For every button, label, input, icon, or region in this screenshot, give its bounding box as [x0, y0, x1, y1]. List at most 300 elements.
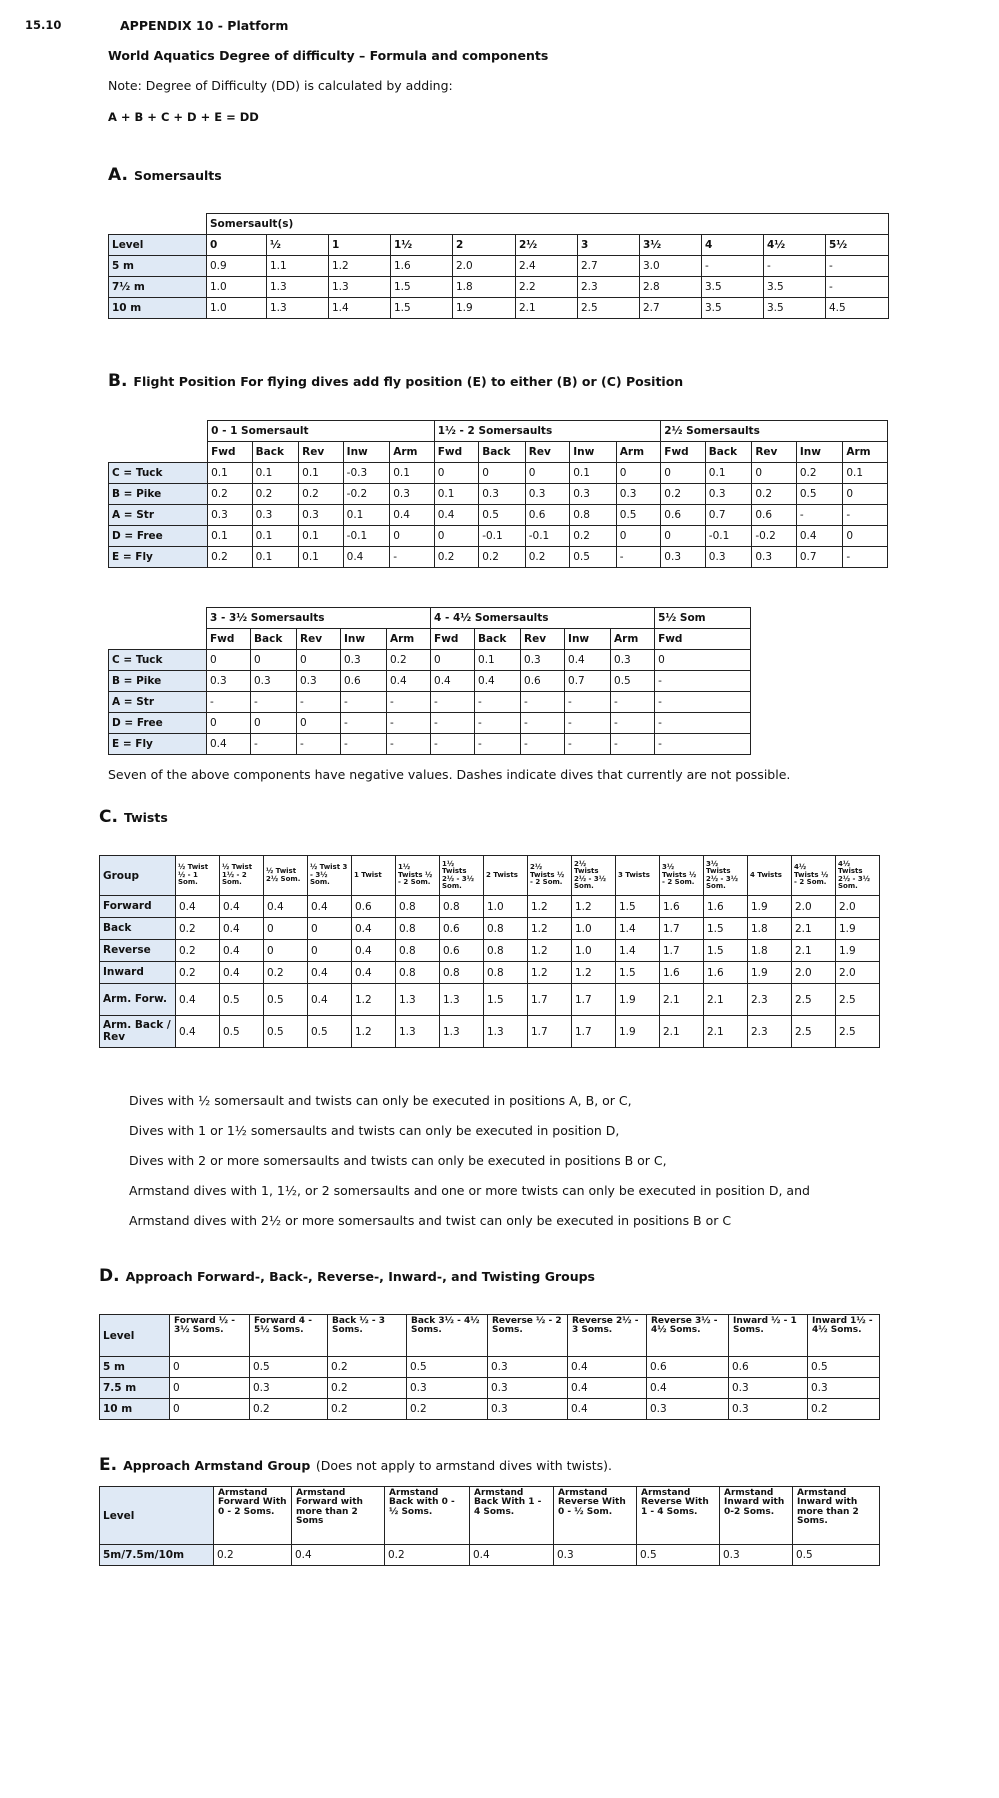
value-cell: 0.8 — [570, 505, 617, 526]
value-cell: - — [251, 734, 297, 755]
column-header: 5½ — [826, 235, 889, 256]
twist-rule: Dives with ½ somersault and twists can only be executed in positions A, B, or C, — [129, 1093, 632, 1108]
value-cell: 0.4 — [220, 962, 264, 984]
value-cell: 0 — [752, 463, 797, 484]
value-cell: - — [387, 692, 431, 713]
value-cell: 0.2 — [434, 547, 479, 568]
value-cell: 1.2 — [572, 896, 616, 918]
row-label: Arm. Back / Rev — [100, 1016, 176, 1048]
value-cell: 0 — [264, 940, 308, 962]
table-row — [109, 484, 888, 505]
value-cell: - — [297, 692, 341, 713]
value-cell: 0.6 — [440, 918, 484, 940]
group-header: 2½ Somersaults — [661, 421, 888, 442]
value-cell: 0.2 — [208, 547, 253, 568]
row-label: Reverse — [100, 940, 176, 962]
value-cell: 0.4 — [352, 918, 396, 940]
value-cell: 0.5 — [616, 505, 661, 526]
value-cell: 1.3 — [267, 298, 329, 319]
value-cell: 0.4 — [796, 526, 843, 547]
section-number: 15.10 — [25, 18, 62, 32]
value-cell: 0.6 — [521, 671, 565, 692]
section-b-footnote: Seven of the above components have negative values. Dashes indicate dives that currently are not possible. — [108, 767, 791, 782]
value-cell: 0.3 — [252, 505, 299, 526]
value-cell: 0.5 — [220, 1016, 264, 1048]
value-cell: 1.8 — [748, 918, 792, 940]
value-cell: 0.2 — [176, 918, 220, 940]
value-cell: 4.5 — [826, 298, 889, 319]
value-cell: 0.4 — [647, 1378, 729, 1399]
value-cell: 1.9 — [748, 896, 792, 918]
value-cell: 0.3 — [488, 1399, 568, 1420]
section-a-title: Somersaults — [133, 168, 222, 183]
value-cell: 2.0 — [792, 896, 836, 918]
value-cell: 0.1 — [299, 547, 344, 568]
value-cell: 0.4 — [220, 896, 264, 918]
empty-corner — [109, 629, 207, 650]
value-cell: 1.2 — [528, 918, 572, 940]
value-cell: 0 — [525, 463, 570, 484]
value-cell: 0.2 — [752, 484, 797, 505]
value-cell: 0.4 — [568, 1378, 647, 1399]
value-cell: - — [341, 734, 387, 755]
value-cell: 1.2 — [352, 1016, 396, 1048]
twist-rule: Armstand dives with 1, 1½, or 2 somersaults and one or more twists can only be executed in position D, and — [129, 1183, 810, 1198]
value-cell: 0.4 — [264, 896, 308, 918]
column-header: 3½ Twists ½ - 2 Som. — [660, 856, 704, 896]
column-header: Fwd — [208, 442, 253, 463]
section-d-letter: D. — [99, 1266, 120, 1286]
value-cell: - — [611, 734, 655, 755]
value-cell: 0.1 — [252, 526, 299, 547]
table-row — [100, 962, 880, 984]
twist-rule: Dives with 1 or 1½ somersaults and twists can only be executed in position D, — [129, 1123, 620, 1138]
row-label: E = Fly — [109, 734, 207, 755]
value-cell: - — [251, 692, 297, 713]
value-cell: 0.5 — [264, 984, 308, 1016]
value-cell: 0.2 — [479, 547, 526, 568]
value-cell: 1.7 — [572, 1016, 616, 1048]
value-cell: 0.3 — [297, 671, 341, 692]
value-cell: 1.9 — [748, 962, 792, 984]
value-cell: 0.5 — [250, 1357, 328, 1378]
value-cell: -0.1 — [525, 526, 570, 547]
value-cell: 0.2 — [176, 962, 220, 984]
value-cell: 0.3 — [705, 484, 752, 505]
column-header: 0 — [207, 235, 267, 256]
value-cell: 0 — [434, 463, 479, 484]
column-header: Back — [475, 629, 521, 650]
value-cell: 0.5 — [611, 671, 655, 692]
value-cell: 0.2 — [661, 484, 706, 505]
column-header: Armstand Forward with more than 2 Soms — [292, 1487, 385, 1545]
column-header: Reverse ½ - 2 Soms. — [488, 1315, 568, 1357]
value-cell: 0 — [297, 650, 341, 671]
value-cell: 0 — [843, 484, 888, 505]
table-row — [109, 671, 751, 692]
section-a-letter: A. — [108, 165, 128, 185]
value-cell: 2.5 — [792, 984, 836, 1016]
value-cell: 0.6 — [661, 505, 706, 526]
value-cell: 1.7 — [660, 918, 704, 940]
column-header: 4½ Twists 2½ - 3½ Som. — [836, 856, 880, 896]
value-cell: - — [521, 692, 565, 713]
table-row — [100, 1357, 880, 1378]
table-header-row — [109, 629, 751, 650]
value-cell: 3.5 — [764, 277, 826, 298]
value-cell: 0 — [661, 463, 706, 484]
value-cell: 0 — [170, 1357, 250, 1378]
value-cell: - — [611, 692, 655, 713]
column-header: Forward 4 - 5½ Soms. — [250, 1315, 328, 1357]
column-header: 2 — [453, 235, 516, 256]
value-cell: 1.8 — [453, 277, 516, 298]
value-cell: - — [655, 713, 751, 734]
value-cell: 0.5 — [796, 484, 843, 505]
value-cell: 0 — [170, 1378, 250, 1399]
value-cell: 0.4 — [292, 1545, 385, 1566]
section-d-title: Approach Forward-, Back-, Reverse-, Inward-, and Twisting Groups — [125, 1269, 595, 1284]
value-cell: 2.3 — [748, 1016, 792, 1048]
value-cell: 0 — [264, 918, 308, 940]
column-header: ½ — [267, 235, 329, 256]
row-label: 5 m — [109, 256, 207, 277]
section-b-heading — [108, 371, 683, 391]
twists-table — [99, 855, 880, 1048]
value-cell: 0.3 — [729, 1378, 808, 1399]
column-header: 1½ Twists ½ - 2 Som. — [396, 856, 440, 896]
value-cell: 1.2 — [528, 962, 572, 984]
table-row — [109, 256, 889, 277]
value-cell: 0.4 — [308, 962, 352, 984]
value-cell: 0.6 — [341, 671, 387, 692]
section-e-heading — [99, 1455, 612, 1475]
value-cell: 2.1 — [660, 1016, 704, 1048]
row-label: D = Free — [109, 526, 208, 547]
table-row — [109, 734, 751, 755]
value-cell: - — [565, 713, 611, 734]
value-cell: 1.4 — [616, 918, 660, 940]
value-cell: 1.2 — [329, 256, 391, 277]
value-cell: 0.5 — [808, 1357, 880, 1378]
value-cell: - — [297, 734, 341, 755]
column-header: Armstand Inward with 0-2 Soms. — [720, 1487, 793, 1545]
value-cell: 0.2 — [250, 1399, 328, 1420]
value-cell: - — [655, 692, 751, 713]
value-cell: - — [565, 692, 611, 713]
value-cell: 0.3 — [705, 547, 752, 568]
column-header: Fwd — [207, 629, 251, 650]
value-cell: 0 — [616, 526, 661, 547]
value-cell: - — [431, 692, 475, 713]
value-cell: -0.3 — [343, 463, 390, 484]
value-cell: 1.5 — [484, 984, 528, 1016]
value-cell: 3.5 — [702, 298, 764, 319]
column-header: Armstand Reverse With 0 - ½ Som. — [554, 1487, 637, 1545]
table-row — [100, 896, 880, 918]
value-cell: 0 — [308, 918, 352, 940]
value-cell: 1.5 — [391, 277, 453, 298]
value-cell: 0.4 — [308, 896, 352, 918]
group-header: 1½ - 2 Somersaults — [434, 421, 661, 442]
value-cell: - — [207, 692, 251, 713]
value-cell: 1.3 — [440, 984, 484, 1016]
table-row — [109, 547, 888, 568]
column-header: Back — [479, 442, 526, 463]
value-cell: 2.0 — [836, 962, 880, 984]
value-cell: 0.2 — [328, 1357, 407, 1378]
value-cell: 0.1 — [434, 484, 479, 505]
value-cell: 0.2 — [214, 1545, 292, 1566]
row-label: 5m/7.5m/10m — [100, 1545, 214, 1566]
column-header: ½ Twist 2½ Som. — [264, 856, 308, 896]
value-cell: 0 — [207, 650, 251, 671]
value-cell: - — [826, 256, 889, 277]
column-header: Fwd — [431, 629, 475, 650]
value-cell: 0.4 — [565, 650, 611, 671]
value-cell: 2.3 — [748, 984, 792, 1016]
value-cell: 0.8 — [396, 896, 440, 918]
value-cell: 1.3 — [484, 1016, 528, 1048]
row-label: A = Str — [109, 692, 207, 713]
value-cell: 0.3 — [570, 484, 617, 505]
value-cell: 1.6 — [660, 962, 704, 984]
value-cell: - — [826, 277, 889, 298]
row-label: C = Tuck — [109, 463, 208, 484]
value-cell: 0.4 — [568, 1357, 647, 1378]
value-cell: - — [764, 256, 826, 277]
value-cell: 0.5 — [308, 1016, 352, 1048]
section-d-heading — [99, 1266, 595, 1286]
column-header: Back — [705, 442, 752, 463]
section-c-heading — [99, 807, 168, 827]
value-cell: - — [796, 505, 843, 526]
value-cell: 2.1 — [516, 298, 578, 319]
value-cell: 0.1 — [843, 463, 888, 484]
value-cell: - — [616, 547, 661, 568]
value-cell: 0.3 — [808, 1378, 880, 1399]
value-cell: - — [341, 713, 387, 734]
value-cell: 0.6 — [440, 940, 484, 962]
row-label: B = Pike — [109, 671, 207, 692]
value-cell: 1.2 — [528, 940, 572, 962]
value-cell: 0.2 — [252, 484, 299, 505]
group-header: 4 - 4½ Somersaults — [431, 608, 655, 629]
column-header: 1½ Twists 2½ - 3½ Som. — [440, 856, 484, 896]
table-row — [100, 984, 880, 1016]
column-header: 4 Twists — [748, 856, 792, 896]
row-label: E = Fly — [109, 547, 208, 568]
value-cell: 1.8 — [748, 940, 792, 962]
value-cell: 0.9 — [207, 256, 267, 277]
value-cell: 2.3 — [578, 277, 640, 298]
value-cell: 0.3 — [488, 1357, 568, 1378]
column-header: Armstand Forward With 0 - 2 Soms. — [214, 1487, 292, 1545]
value-cell: 0.2 — [299, 484, 344, 505]
value-cell: 0.3 — [299, 505, 344, 526]
column-header: 1 — [329, 235, 391, 256]
value-cell: 0.3 — [479, 484, 526, 505]
column-header: Back — [251, 629, 297, 650]
somersaults-table — [108, 213, 889, 319]
table-row — [109, 526, 888, 547]
column-header: 4 — [702, 235, 764, 256]
value-cell: 0.8 — [396, 918, 440, 940]
column-header: 1½ — [391, 235, 453, 256]
value-cell: 0.1 — [299, 463, 344, 484]
value-cell: 1.2 — [528, 896, 572, 918]
value-cell: - — [341, 692, 387, 713]
value-cell: 0.3 — [616, 484, 661, 505]
group-header: 3 - 3½ Somersaults — [207, 608, 431, 629]
value-cell: 1.5 — [704, 918, 748, 940]
value-cell: 0.4 — [352, 962, 396, 984]
column-header: Inward 1½ - 4½ Soms. — [808, 1315, 880, 1357]
value-cell: 0.1 — [705, 463, 752, 484]
value-cell: 0.3 — [752, 547, 797, 568]
section-b-letter: B. — [108, 371, 128, 391]
row-label: Inward — [100, 962, 176, 984]
row-label: 10 m — [100, 1399, 170, 1420]
value-cell: 0 — [170, 1399, 250, 1420]
column-header: ½ Twist 1½ - 2 Som. — [220, 856, 264, 896]
value-cell: 0.5 — [479, 505, 526, 526]
value-cell: 2.7 — [640, 298, 702, 319]
column-header: 4½ — [764, 235, 826, 256]
value-cell: - — [521, 734, 565, 755]
column-header: Armstand Back with 0 - ½ Soms. — [385, 1487, 470, 1545]
value-cell: 1.6 — [391, 256, 453, 277]
row-label: Arm. Forw. — [100, 984, 176, 1016]
value-cell: 0.1 — [343, 505, 390, 526]
table-header-row — [100, 856, 880, 896]
table-row — [100, 1399, 880, 1420]
value-cell: 0.2 — [208, 484, 253, 505]
value-cell: 0.4 — [390, 505, 435, 526]
table-header-row — [109, 214, 889, 235]
column-header: ½ Twist 3 - 3½ Som. — [308, 856, 352, 896]
value-cell: 0.3 — [488, 1378, 568, 1399]
value-cell: -0.2 — [752, 526, 797, 547]
value-cell: 0.8 — [484, 918, 528, 940]
value-cell: 1.0 — [484, 896, 528, 918]
value-cell: 1.4 — [616, 940, 660, 962]
value-cell: 0.1 — [252, 547, 299, 568]
value-cell: 1.9 — [836, 940, 880, 962]
value-cell: 0.2 — [407, 1399, 488, 1420]
section-c-title: Twists — [123, 810, 168, 825]
value-cell: -0.1 — [705, 526, 752, 547]
row-label: 7.5 m — [100, 1378, 170, 1399]
value-cell: 2.0 — [836, 896, 880, 918]
column-header: Armstand Inward with more than 2 Soms. — [793, 1487, 880, 1545]
level-header: Level — [100, 1315, 170, 1357]
value-cell: 0.5 — [407, 1357, 488, 1378]
column-header: Back 3½ - 4½ Soms. — [407, 1315, 488, 1357]
value-cell: 2.1 — [704, 1016, 748, 1048]
column-header: Rev — [752, 442, 797, 463]
value-cell: 0.4 — [308, 984, 352, 1016]
row-label: C = Tuck — [109, 650, 207, 671]
value-cell: - — [655, 671, 751, 692]
value-cell: 0.8 — [484, 962, 528, 984]
value-cell: 1.6 — [660, 896, 704, 918]
value-cell: 0.8 — [440, 962, 484, 984]
column-header: Arm — [611, 629, 655, 650]
value-cell: 0.3 — [208, 505, 253, 526]
table-row — [109, 650, 751, 671]
table-row — [100, 918, 880, 940]
column-header: Rev — [299, 442, 344, 463]
value-cell: 0 — [207, 713, 251, 734]
column-header: 2½ Twists 2½ - 3½ Som. — [572, 856, 616, 896]
column-header: Arm — [390, 442, 435, 463]
value-cell: 0.3 — [250, 1378, 328, 1399]
value-cell: 0.1 — [208, 526, 253, 547]
value-cell: 2.2 — [516, 277, 578, 298]
value-cell: 1.3 — [329, 277, 391, 298]
value-cell: 0.4 — [176, 896, 220, 918]
value-cell: 0.3 — [251, 671, 297, 692]
value-cell: 1.3 — [267, 277, 329, 298]
section-e-subtitle: (Does not apply to armstand dives with twists). — [315, 1458, 613, 1473]
value-cell: - — [390, 547, 435, 568]
table-row — [109, 505, 888, 526]
twist-rule: Armstand dives with 2½ or more somersaults and twist can only be executed in positions B or C — [129, 1213, 732, 1228]
value-cell: 2.0 — [792, 962, 836, 984]
value-cell: 0.4 — [176, 984, 220, 1016]
table-row — [100, 1016, 880, 1048]
column-header: Arm — [616, 442, 661, 463]
table-header-row — [109, 421, 888, 442]
value-cell: 0.3 — [554, 1545, 637, 1566]
column-header: Reverse 3½ - 4½ Soms. — [647, 1315, 729, 1357]
value-cell: 0.3 — [207, 671, 251, 692]
value-cell: 1.3 — [396, 984, 440, 1016]
column-header: Inward ½ - 1 Soms. — [729, 1315, 808, 1357]
column-header: Inw — [343, 442, 390, 463]
value-cell: 2.1 — [792, 940, 836, 962]
empty-corner — [109, 608, 207, 629]
column-header: Arm — [387, 629, 431, 650]
value-cell: 0.8 — [440, 896, 484, 918]
value-cell: 0 — [655, 650, 751, 671]
value-cell: 1.5 — [704, 940, 748, 962]
column-header: 2½ — [516, 235, 578, 256]
value-cell: - — [843, 547, 888, 568]
value-cell: 0.2 — [328, 1378, 407, 1399]
table-row — [100, 940, 880, 962]
value-cell: 2.5 — [836, 984, 880, 1016]
value-cell: 1.6 — [704, 896, 748, 918]
value-cell: 0.5 — [264, 1016, 308, 1048]
column-header: 1 Twist — [352, 856, 396, 896]
value-cell: 2.1 — [660, 984, 704, 1016]
value-cell: - — [431, 713, 475, 734]
value-cell: 1.7 — [528, 984, 572, 1016]
value-cell: 0 — [390, 526, 435, 547]
value-cell: 0.3 — [720, 1545, 793, 1566]
section-c-letter: C. — [99, 807, 118, 827]
value-cell: - — [655, 734, 751, 755]
flight-position-table-2 — [108, 607, 751, 755]
value-cell: 0.3 — [647, 1399, 729, 1420]
value-cell: 1.9 — [616, 1016, 660, 1048]
value-cell: 0.1 — [390, 463, 435, 484]
value-cell: -0.1 — [343, 526, 390, 547]
empty-corner — [109, 214, 207, 235]
row-label: A = Str — [109, 505, 208, 526]
